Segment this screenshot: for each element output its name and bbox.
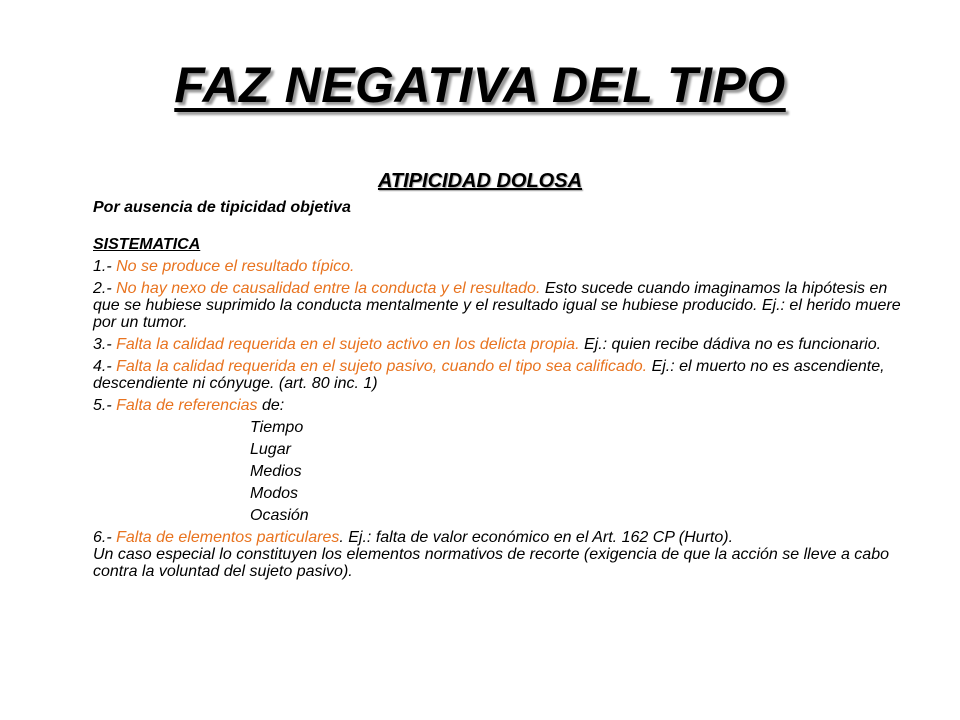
slide-content <box>93 199 913 585</box>
list-item <box>93 336 913 353</box>
intro-text: Por ausencia de tipicidad objetiva <box>93 199 351 216</box>
item-highlight: No hay nexo de causalidad entre la conducta y el resultado. <box>116 280 541 297</box>
slide-subtitle: ATIPICIDAD DOLOSA <box>377 170 583 192</box>
reference-item-lugar: Lugar <box>250 441 291 458</box>
item-detail: de: <box>257 397 285 414</box>
reference-item-modos: Modos <box>250 485 299 502</box>
list-item <box>93 280 913 331</box>
item-number: 2.- <box>93 280 117 297</box>
item-detail: . Ej.: falta de valor económico en el Art. 162 CP (Hurto). <box>339 529 734 546</box>
slide-title: FAZ NEGATIVA DEL TIPO <box>174 57 786 113</box>
special-case-note: Un caso especial lo constituyen los elementos normativos de recorte (exigencia de que la acción se lleve a cabo contra la voluntad del sujeto pasivo). <box>93 546 889 580</box>
item-highlight: No se produce el resultado típico. <box>116 258 355 275</box>
reference-item-tiempo: Tiempo <box>250 419 304 436</box>
reference-item-ocasion: Ocasión <box>250 507 309 524</box>
list-item <box>93 529 913 546</box>
item-highlight: Falta la calidad requerida en el sujeto pasivo, cuando el tipo sea calificado. <box>116 358 648 375</box>
item-detail: Ej.: quien recibe dádiva no es funcionario. <box>579 336 882 353</box>
section-heading: SISTEMATICA <box>93 236 201 253</box>
references-list <box>93 419 913 524</box>
item-highlight: Falta de elementos particulares <box>116 529 340 546</box>
list-item <box>93 258 913 275</box>
item-highlight: Falta la calidad requerida en el sujeto activo en los delicta propia. <box>116 336 580 353</box>
item-number: 4.- <box>93 358 117 375</box>
item-detail: Esto sucede cuando imaginamos la hipótesis en que se hubiese suprimido la conducta mentalmente y el resultado igual se hubiese producido. Ej.: el herido muere por un tumor. <box>93 280 901 331</box>
list-item <box>93 358 913 392</box>
reference-item-medios: Medios <box>250 463 302 480</box>
item-number: 1.- <box>93 258 117 275</box>
list-item <box>93 397 913 414</box>
item-number: 5.- <box>93 397 117 414</box>
item-highlight: Falta de referencias <box>116 397 258 414</box>
item-number: 6.- <box>93 529 117 546</box>
item-detail: Ej.: el muerto no es ascendiente, descendiente ni cónyuge. (art. 80 inc. 1) <box>93 358 885 392</box>
item-number: 3.- <box>93 336 117 353</box>
